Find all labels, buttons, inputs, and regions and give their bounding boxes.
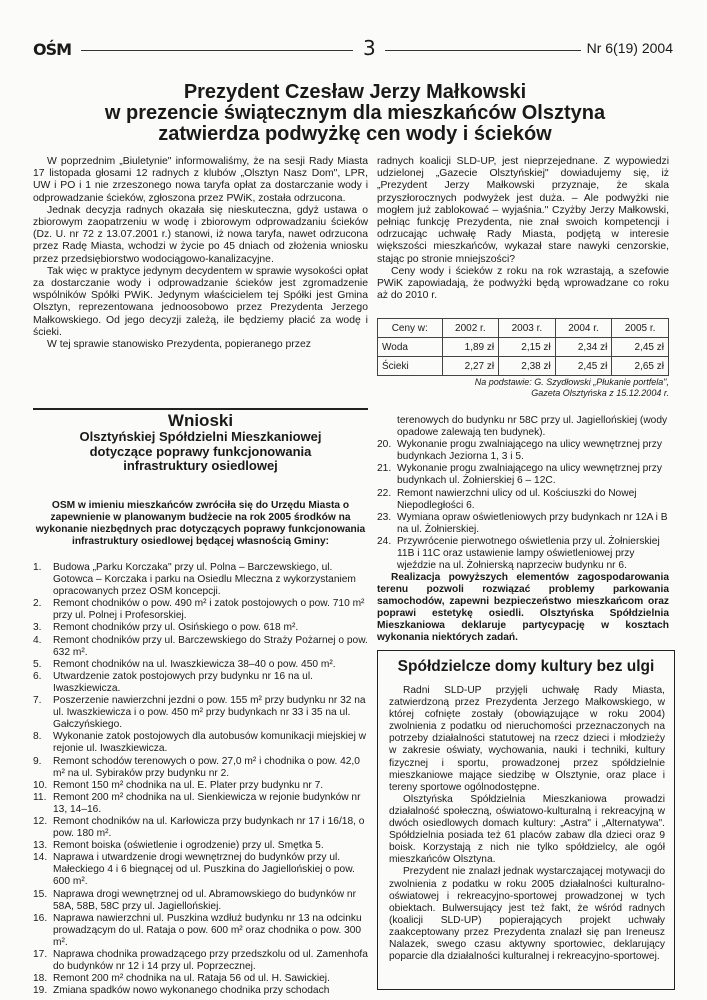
box-paragraph: Prezydent nie znalazł jednak wystarczającej motywacji do zwolnienia z podatku w roku 2005 działalności kulturalno-oświatowej i rekreacyjno-sportowej prowadzonej w tych obiektach. Bulwersujący jest też fakt, że wśród radnych (koalicji SLD-UP) popierających projekt uchwały zaakceptowany przez Prezydenta znalazł się pan Ireneusz Nalazek, swego czasu aktywny sportowiec, deklarujący poparcie dla działalności kulturalnej i rekreacyjno-sportowej. — [389, 866, 665, 963]
article-paragraph: Jednak decyzja radnych okazała się nieskuteczna, gdyż ustawa o zbiorowym zaopatrzeniu w wodę i zbiorowym odprowadzaniu ścieków (Dz. U. nr 72 z 13.07.2001 r.) stanowi, iż nowa taryfa, nawet odrzucona przez Radę Miasta, wchodzi w życie po 45 dniach od złożenia wniosku przez przedsiębiorstwo wodociągowo-kanalizacyjne. — [33, 204, 368, 265]
item-text: Utwardzenie zatok postojowych przy budynku nr 16 na ul. Iwaszkiewicza. — [53, 670, 313, 694]
list-item — [377, 463, 669, 487]
list-item — [33, 635, 368, 659]
item-number: 13. — [33, 840, 48, 852]
wnioski-subtitle: Olsztyńskiej Spółdzielni Mieszkaniowej — [79, 429, 322, 444]
table-cell: 2003 r. — [499, 319, 556, 338]
list-item — [33, 792, 368, 816]
source-line: Na podstawie: G. Szydłowski „Płukanie portfela", — [474, 377, 669, 387]
item-text: Remont chodników na ul. Karłowicza przy budynkach nr 17 i 16/18, o pow. 180 m². — [53, 815, 365, 840]
list-item — [33, 973, 368, 985]
item-number: 9. — [33, 755, 42, 767]
item-text: Remont 150 m² chodnika na ul. E. Plater przy budynku nr 7. — [53, 779, 324, 791]
list-item — [377, 536, 669, 572]
item-text: Remont chodników o pow. 490 m² i zatok postojowych o pow. 710 m² przy ul. Polnej i Profesorskiej. — [53, 598, 365, 622]
table-cell: Ścieki — [378, 357, 443, 376]
table-cell: 2004 r. — [555, 319, 612, 338]
table-source — [377, 377, 669, 399]
osm-logo: OŚM — [33, 40, 72, 59]
wnioski-closing: Realizacja powyższych elementów zagospodarowania terenu pozwoli rozwiązać problemy parkowania samochodów, zapewni bezpieczeństwo mieszkańcom oraz poprawi estetykę osiedli. Olsztyńska Spółdzielnia Mieszkaniowa deklaruje partycypację w kosztach wykonania niektórych zadań. — [377, 572, 669, 644]
table-cell: 2,38 zł — [499, 357, 556, 376]
header-rule-left — [81, 50, 353, 51]
item-number: 3. — [33, 622, 42, 634]
table-cell: 1,89 zł — [442, 338, 499, 357]
list-item — [377, 488, 669, 512]
item-number: 19. — [33, 985, 48, 997]
article-left-column — [33, 156, 368, 351]
box-paragraph: Radni SLD-UP przyjęli uchwałę Rady Miasta, zatwierdzoną przez Prezydenta Jerzego Małkowskiego, w której cofnięte zostały (obowiązujące w roku 2004) zwolnienia z podatku od nieruchomości przeznaczonych na potrzeby działalności statutowej na rzecz dzieci i młodzieży w zakresie oświaty, wychowania, nauki i techniki, kultury fizycznej i sportu, prowadzonej przez spółdzielnie mieszkaniowe mające siedzibę w Olsztynie, oraz place i tereny sportowe ogólnodostępne. — [389, 685, 665, 793]
item-text: Wykonanie progu zwalniającego na ulicy wewnętrznej przy budynkach ul. Żołnierskiej 6 – 12C. — [397, 463, 662, 487]
article-paragraph: Tak więc w praktyce jedynym decydentem w sprawie wysokości opłat za dostarczanie wody i odprowadzanie ścieków jest zgromadzenie wspólników Spółki PWiK. Jedynym właścicielem tej Spółki jest Gmina Olsztyn, reprezentowana jednoosobowo przez Prezydenta Jerzego Małkowskiego. Od jego decyzji zależą, ile będziemy płacić za wodę i ścieki. — [33, 265, 368, 338]
item-text: Naprawa i utwardzenie drogi wewnętrznej do budynków przy ul. Małeckiego 4 i 6 biegnącej od ul. Puszkina do Jagiellońskiej o pow. 600 m². — [53, 852, 355, 888]
item-number: 1. — [33, 562, 42, 573]
table-cell: 2,15 zł — [499, 338, 556, 357]
article-paragraph: W tej sprawie stanowisko Prezydenta, popieranego przez — [47, 339, 311, 351]
list-item — [377, 512, 669, 536]
item-text: Naprawa chodnika prowadzącego przy przedszkolu od ul. Zamenhofa do budynków nr 12 i 14 przy ul. Poprzecznej. — [53, 949, 368, 973]
wnioski-heading — [33, 411, 368, 474]
list-item — [33, 852, 368, 888]
list-item — [33, 622, 368, 634]
item-number: 6. — [33, 670, 42, 682]
table-cell: 2,45 zł — [612, 338, 669, 357]
source-line: Gazeta Olsztyńska z 15.12.2004 r. — [531, 388, 669, 398]
item-number: 2. — [33, 598, 42, 610]
task-list-left — [33, 562, 368, 997]
table-cell: 2002 r. — [442, 319, 499, 338]
wnioski-subtitle: dotyczące poprawy funkcjonowania — [89, 443, 312, 459]
headline-line-3: zatwierdza podwyżkę cen wody i ścieków — [158, 123, 552, 145]
item-text: Remont boiska (oświetlenie i ogrodzenie) przy ul. Smętka 5. — [53, 840, 324, 852]
item-text: Remont 200 m² chodnika na ul. Rataja 56 od ul. H. Sawickiej. — [53, 973, 330, 985]
item-number: 8. — [33, 731, 42, 743]
main-headline — [60, 82, 650, 145]
box-paragraph: Olsztyńska Spółdzielnia Mieszkaniowa prowadzi działalność społeczną, oświatowo-kulturalną i rekreacyjną w dwóch osiedlowych domach kultury: „Astra" i „Alternatywa". Spółdzielnia posiada też 61 placów zabaw dla dzieci oraz 9 boisk. Korzystają z nich nie tylko spółdzielcy, ale ogół mieszkańców Olsztyna. — [389, 793, 665, 866]
item-number: 24. — [377, 535, 392, 547]
item-number: 10. — [33, 779, 48, 791]
list-item — [33, 816, 368, 840]
page-header — [33, 38, 673, 60]
item-number: 4. — [33, 634, 42, 646]
wnioski-subtitle: infrastruktury osiedlowej — [123, 458, 278, 473]
list-item — [33, 840, 368, 852]
item-text: Zmiana spadków nowo wykonanego chodnika przy schodach — [53, 985, 330, 997]
table-cell: Woda — [378, 338, 443, 357]
item-text: Remont schodów terenowych o pow. 27,0 m² i chodnika o pow. 42,0 m² na ul. Sybiraków przy budynku nr 2. — [53, 755, 360, 779]
list-item — [33, 598, 368, 622]
wnioski-intro: OSM w imieniu mieszkańców zwróciła się do Urzędu Miasta o zapewnienie w planowanym budżecie na rok 2005 środków na wykonanie niezbędnych prac dotyczących poprawy funkcjonowania infrastruktury osiedlowej będącej własnością Gminy: — [35, 500, 366, 547]
item-text: Remont chodników przy ul. Barczewskiego do Straży Pożarnej o pow. 632 m². — [53, 634, 368, 658]
article-right-column — [377, 156, 669, 302]
item-text: Remont chodników na ul. Iwaszkiewicza 38–40 o pow. 450 m². — [53, 658, 336, 670]
list-item — [377, 415, 669, 439]
item-text: Naprawa drogi wewnętrznej od ul. Abramowskiego do budynków nr 58A, 58B, 58C przy ul. Jagiellońskiej. — [53, 888, 356, 912]
list-item — [33, 780, 368, 792]
item-text: Remont 200 m² chodnika na ul. Sienkiewicza w rejonie budynków nr 13, 14–16. — [53, 791, 361, 815]
item-number: 7. — [33, 695, 42, 707]
box-body — [389, 685, 665, 963]
article-paragraph: radnych koalicji SLD-UP, jest nieprzejednane. Z wypowiedzi udzielonej „Gazecie Olsztyńskiej" dowiadujemy się, iż „Prezydent Jerzy Małkowski przyznaje, że skala przyszłorocznych podwyżek jest duża. – Ale podwyżki nie mogłem już zablokować – wyjaśnia." Czyżby Jerzy Małkowski, pełniąc funkcję Prezydenta, nie znał swoich kompetencji i odrzucając uchwałę Rady Miasta, podjętą w interesie większości mieszkańców, wykazał stare nawyki cenzorskie, stając po stronie mniejszości? — [377, 156, 669, 265]
item-number: 20. — [377, 439, 392, 451]
article-paragraph: Ceny wody i ścieków z roku na rok wzrastają, a szefowie PWiK zapowiadają, że podwyżki będą wprowadzane co roku aż do 2010 r. — [377, 265, 669, 302]
page-number: 3 — [363, 36, 376, 60]
table-row — [378, 338, 669, 357]
list-item — [33, 913, 368, 949]
item-number: 15. — [33, 888, 48, 900]
headline-line-1: Prezydent Czesław Jerzy Małkowski — [183, 81, 527, 103]
table-header-row — [378, 319, 669, 338]
list-item — [33, 695, 368, 731]
table-cell: 2005 r. — [612, 319, 669, 338]
list-item — [377, 439, 669, 463]
list-item — [33, 985, 368, 997]
header-rule-right — [385, 50, 581, 51]
item-text: Wykonanie progu zwalniającego na ulicy wewnętrznej przy budynkach Jeziorna 1, 3 i 5. — [397, 439, 662, 463]
item-text: Poszerzenie nawierzchni jezdni o pow. 155 m² przy budynku nr 32 na ul. Iwaszkiewicza i o pow. 450 m² przy budynkach nr 33 i 35 na ul. Gałczyńskiego. — [53, 695, 366, 731]
item-text: Wymiana opraw oświetleniowych przy budynkach nr 12A i B na ul. Żołnierskiej. — [397, 511, 668, 535]
article-paragraph: W poprzednim „Biuletynie" informowaliśmy, że na sesji Rady Miasta 17 listopada głosami 12 radnych z klubów „Olsztyn Nasz Dom", LPR, UW i PO i 1 nie zrzeszonego nowa taryfa opłat za dostarczanie wody i odprowadzanie ścieków, zgłoszona przez PWiK, została odrzucona. — [33, 156, 368, 204]
item-number: 23. — [377, 511, 392, 523]
item-text: Budowa „Parku Korczaka" przy ul. Polna – Barczewskiego, ul. Gotowca – Korczaka i parku na Osiedlu Mleczna z wykorzystaniem opracowanych przez OSM koncepcji. — [53, 562, 356, 598]
list-item — [33, 731, 368, 755]
task-list-right — [377, 415, 669, 572]
item-text: Wykonanie zatok postojowych dla autobusów komunikacji miejskiej w rejonie ul. Iwaszkiewicza. — [53, 731, 367, 755]
table-cell: 2,65 zł — [612, 357, 669, 376]
table-cell: 2,34 zł — [555, 338, 612, 357]
list-item — [33, 889, 368, 913]
list-item — [33, 949, 368, 973]
table-cell: 2,27 zł — [442, 357, 499, 376]
item-number: 18. — [33, 973, 48, 985]
box-title: Spółdzielcze domy kultury bez ulgi — [397, 658, 655, 675]
item-text: terenowych do budynku nr 58C przy ul. Jagiellońskiej (wody opadowe zalewają ten budynek). — [397, 415, 668, 439]
section-divider — [33, 408, 368, 410]
headline-line-2: w prezencie świątecznym dla mieszkańców Olsztyna — [104, 102, 606, 124]
issue-number: Nr 6(19) 2004 — [586, 40, 673, 56]
culture-box — [377, 650, 675, 990]
item-text: Naprawa nawierzchni ul. Puszkina wzdłuż budynku nr 13 na odcinku prowadzącym do ul. Rataja o pow. 600 m² oraz chodnika o pow. 300 m². — [53, 912, 362, 948]
list-item — [33, 562, 368, 598]
item-number: 5. — [33, 658, 42, 670]
item-number: 16. — [33, 912, 48, 924]
item-text: Remont nawierzchni ulicy od ul. Kościuszki do Nowej Niepodległości 6. — [397, 487, 637, 511]
item-number: 22. — [377, 487, 392, 499]
table-row — [378, 357, 669, 376]
list-item — [33, 756, 368, 780]
table-cell: Ceny w: — [378, 319, 443, 338]
item-text: Przywrócenie pierwotnego oświetlenia przy ul. Żołnierskiej 11B i 11C oraz ustawienie lampy oświetleniowej przy wjeździe na ul. Żołnierską naprzeciw budynku nr 6. — [397, 535, 660, 572]
item-number: 11. — [33, 791, 47, 803]
item-number: 14. — [33, 852, 48, 864]
wnioski-title: Wnioski — [167, 411, 234, 430]
item-number: 17. — [33, 949, 48, 960]
item-text: Remont chodników przy ul. Osińskiego o pow. 618 m². — [53, 622, 299, 634]
item-number: 21. — [377, 463, 392, 475]
list-item — [33, 671, 368, 695]
list-item — [33, 659, 368, 671]
table-cell: 2,45 zł — [555, 357, 612, 376]
item-number: 12. — [33, 815, 48, 827]
price-table — [377, 318, 669, 376]
